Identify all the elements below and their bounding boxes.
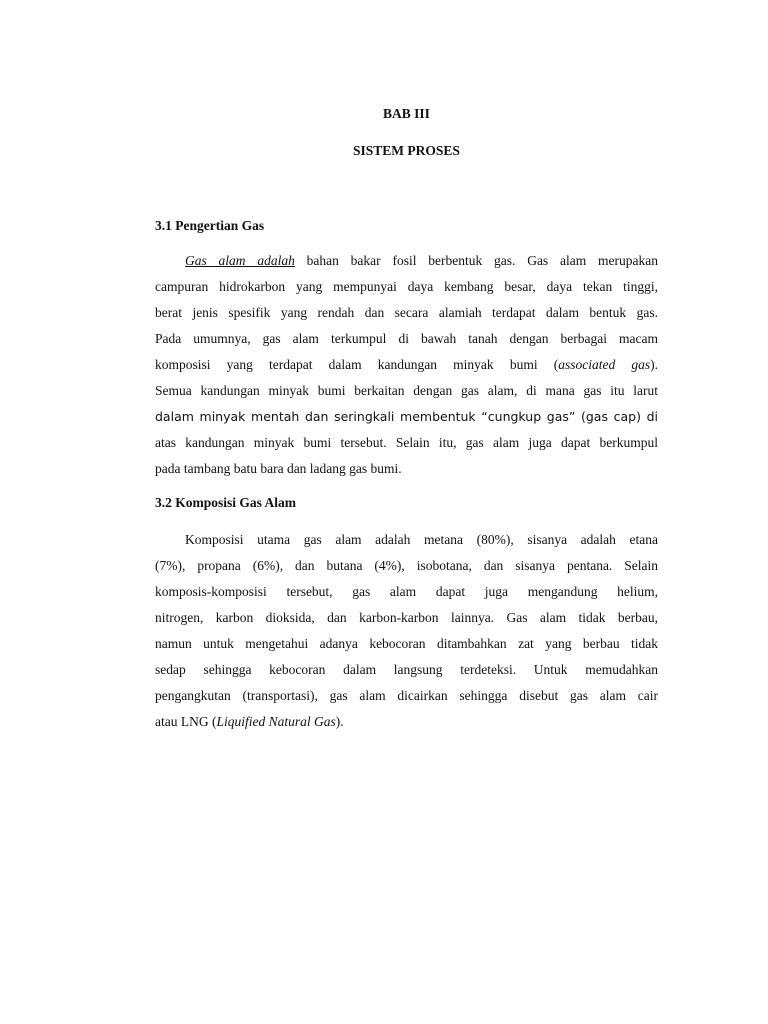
italic-term: associated gas <box>558 357 651 372</box>
line-text: ). <box>650 357 659 372</box>
section-paragraph-3-2 <box>155 527 658 735</box>
paragraph-line: sedap sehingga kebocoran dalam langsung terdeteksi. Untuk memudahkan <box>155 662 658 677</box>
paragraph-line: campuran hidrokarbon yang mempunyai daya kembang besar, daya tekan tinggi, <box>155 279 658 294</box>
paragraph-line: Pada umumnya, gas alam terkumpul di bawah tanah dengan berbagai macam <box>155 331 658 346</box>
section-heading-3-1: 3.1 Pengertian Gas <box>155 218 265 233</box>
paragraph-line: dalam minyak mentah dan seringkali membentuk “cungkup gas” (gas cap) di <box>155 409 658 424</box>
paragraph-line: Semua kandungan minyak bumi berkaitan dengan gas alam, di mana gas itu larut <box>155 383 658 398</box>
paragraph-line: pengangkutan (transportasi), gas alam dicairkan sehingga disebut gas alam cair <box>155 688 658 703</box>
paragraph-line: pada tambang batu bara dan ladang gas bumi. <box>155 461 402 476</box>
paragraph-line <box>155 352 658 378</box>
line-text: komposisi yang terdapat dalam kandungan minyak bumi ( <box>155 357 559 372</box>
paragraph-line: berat jenis spesifik yang rendah dan secara alamiah terdapat dalam bentuk gas. <box>155 305 658 320</box>
paragraph-line <box>155 709 658 735</box>
paragraph-line: (7%), propana (6%), dan butana (4%), isobotana, dan sisanya pentana. Selain <box>155 558 658 573</box>
paragraph-line: atas kandungan minyak bumi tersebut. Selain itu, gas alam juga dapat berkumpul <box>155 435 658 450</box>
emphasis-text: Gas alam adalah <box>185 253 295 268</box>
line-text: bahan bakar fosil berbentuk gas. Gas alam merupakan <box>294 253 658 268</box>
italic-term: Liquified Natural Gas <box>216 714 336 729</box>
section-heading-3-2: 3.2 Komposisi Gas Alam <box>155 495 297 510</box>
line-text: atau LNG ( <box>155 714 217 729</box>
paragraph-line: Komposisi utama gas alam adalah metana (80%), sisanya adalah etana <box>185 532 658 547</box>
chapter-number: BAB III <box>383 106 430 121</box>
paragraph-line: namun untuk mengetahui adanya kebocoran ditambahkan zat yang berbau tidak <box>155 636 658 651</box>
line-text: ). <box>335 714 344 729</box>
paragraph-line <box>155 248 658 274</box>
chapter-title: SISTEM PROSES <box>353 143 460 158</box>
section-paragraph-3-1 <box>155 248 658 482</box>
paragraph-line: komposis-komposisi tersebut, gas alam dapat juga mengandung helium, <box>155 584 658 599</box>
paragraph-line: nitrogen, karbon dioksida, dan karbon-karbon lainnya. Gas alam tidak berbau, <box>155 610 658 625</box>
